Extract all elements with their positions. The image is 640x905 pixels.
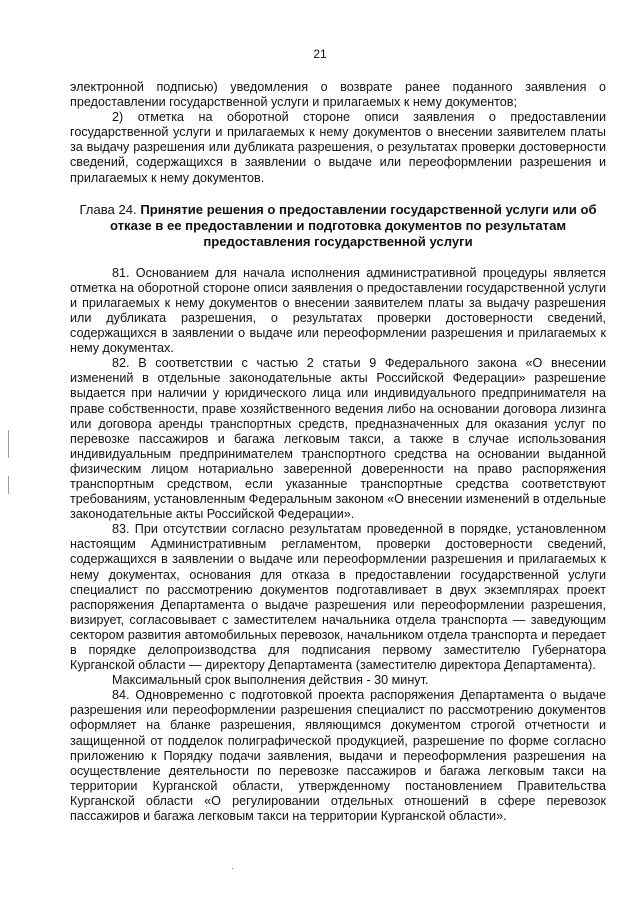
chapter-prefix: Глава 24. [79, 201, 141, 217]
paragraph-82: 82. В соответствии с частью 2 статьи 9 Федерального закона «О внесении изменений в отдельные законодательные акты Российской Федерации» разрешение выдается при наличии у юридического лица или индивидуального предпринимателя на праве собственности, праве хозяйственного ведения либо на основании договора лизинга или договора аренды транспортных средств, предназначенных для оказания услуг по перевозке пассажиров и багажа легковым такси, а также в случае использования индивидуальным предпринимателем транспортного средства на основании выданной физическим лицом нотариально заверенной доверенности на право распоряжения транспортным средством, если указанные транспортные средства соответствуют требованиям, установленным Федеральным законом «О внесении изменений в отдельные законодательные акты Российской Федерации». [70, 356, 606, 522]
scan-mark [8, 430, 9, 458]
paragraph-84: 84. Одновременно с подготовкой проекта распоряжения Департамента о выдаче разрешения или переоформлении разрешения специалист по рассмотрению документов оформляет на бланке разрешения, являющимся документом строгой отчетности и защищенной от подделок полиграфической продукцией, разрешение по форме согласно приложению к Порядку подачи заявления, выдачи и переоформления разрешения на осуществление деятельности по перевозке пассажиров и багажа легковым такси на территории Курганской области, утвержденному постановлением Правительства Курганской области «О регулировании отдельных отношений в сфере перевозок пассажиров и багажа легковым такси на территории Курганской области». [70, 688, 606, 824]
chapter-heading [70, 202, 606, 250]
document-body [70, 80, 606, 824]
paragraph-83: 83. При отсутствии согласно результатам проведенной в порядке, установленном настоящим Административным регламентом, проверки достоверности сведений, содержащихся в заявлении о выдаче или переоформлении разрешения и прилагаемых к нему документах, основания для отказа в предоставлении государственной услуги специалист по рассмотрению документов подготавливает в двух экземплярах проект распоряжения Департамента о выдаче разрешения или переоформлении разрешения, визирует, согласовывает с заместителем начальника отдела транспорта — заведующим сектором развития автомобильных перевозок, начальником отдела транспорта и передает в порядке делопроизводства для подписания первому заместителю Губернатора Курганской области — директору Департамента (заместителю директора Департамента). [70, 522, 606, 673]
paragraph-81: 81. Основанием для начала исполнения административной процедуры является отметка на оборотной стороне описи заявления о предоставлении государственной услуги и прилагаемых к нему документов о внесении заявителем платы за выдачу разрешения или дубликата разрешения, о результатах проверки достоверности сведений, содержащихся в заявлении о выдаче или переоформлении разрешения и прилагаемых к нему документах. [70, 265, 606, 356]
scan-mark [8, 476, 9, 494]
page-number: 21 [313, 47, 327, 61]
paragraph: 2) отметка на оборотной стороне описи заявления о предоставлении государственной услуги и прилагаемых к нему документов о внесении заявителем платы за выдачу разрешения или дубликата разрешения, о результатах проверки достоверности сведений, содержащихся в заявлении о выдаче или переоформлении разрешения и прилагаемых к нему документов. [70, 110, 606, 185]
scan-dot [232, 868, 233, 869]
paragraph-max-time: Максимальный срок выполнения действия - 30 минут. [112, 673, 429, 688]
chapter-title: Принятие решения о предоставлении государственной услуги или об отказе в ее предоставлении и подготовка документов по результатам предоставления государственной услуги [109, 201, 597, 249]
paragraph: электронной подписью) уведомления о возврате ранее поданного заявления о предоставлении государственной услуги и прилагаемых к нему документов; [70, 80, 606, 110]
